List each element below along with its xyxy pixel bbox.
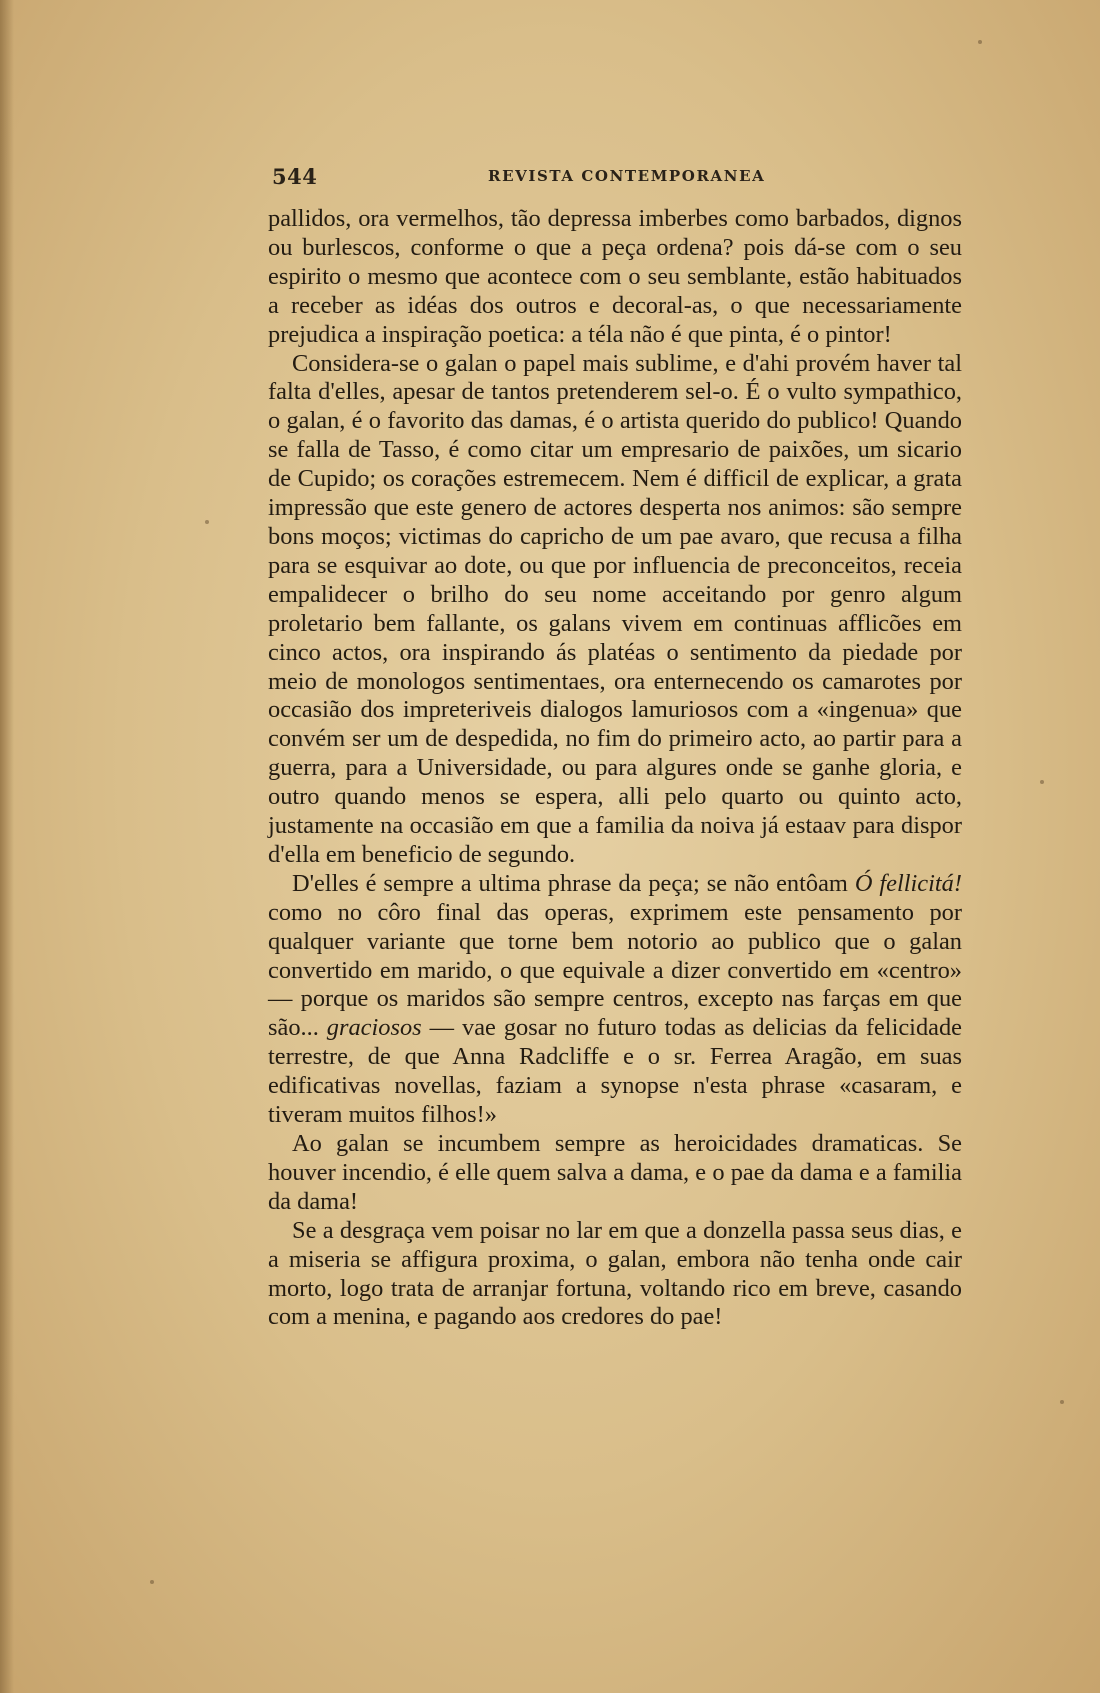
paragraph-5 bbox=[268, 1217, 962, 1333]
paragraph-4 bbox=[268, 1130, 962, 1217]
paragraph-text: pallidos, ora vermelhos, tão depressa imberbes como barbados, dignos ou burlescos, conforme o que a peça ordena? pois dá-se com o seu espirito o mesmo que acontece com o seu semblante, estão habituados a receber as idéas dos outros e decoral-as, o que necessariamente prejudica a inspiração poetica: a téla não é que pinta, é o pintor! bbox=[268, 205, 962, 348]
paragraph-text: — vae gosar no futuro todas as delicias da felicidade terrestre, de que Anna Radcliffe e o sr. Ferrea Aragão, em suas edificativas novellas, faziam a synopse n'esta phrase «casaram, e tiveram muitos filhos!» bbox=[268, 1014, 962, 1129]
italic-word-graciosos: graciosos bbox=[326, 1014, 422, 1042]
paragraph-text: como no côro final das operas, exprimem este pensamento por qualquer variante que torne bem notorio ao publico que o galan convertido em marido, o que equivale a dizer convertido em «centro» — porque os maridos são sempre centros, excepto nas farças em que são... bbox=[268, 898, 962, 1042]
paragraph-text: D'elles é sempre a ultima phrase da peça; se não entôam bbox=[292, 869, 855, 897]
page-edge-shadow bbox=[0, 0, 14, 1693]
page-number: 544 bbox=[272, 164, 318, 189]
paper-speck bbox=[978, 40, 982, 44]
paper-speck bbox=[1040, 780, 1044, 784]
paper-speck bbox=[150, 1580, 154, 1584]
paragraph-2 bbox=[268, 350, 962, 870]
paper-speck bbox=[205, 520, 209, 524]
italic-phrase-fellicita: Ó fellicitá! bbox=[854, 869, 963, 897]
paragraph-text: Ao galan se incumbem sempre as heroicidades dramaticas. Se houver incendio, é elle quem salva a dama, e o pae da dama e a familia da dama! bbox=[268, 1130, 962, 1215]
page-header bbox=[272, 164, 962, 188]
running-title: REVISTA CONTEMPORANEA bbox=[488, 167, 766, 185]
paragraph-text: Se a desgraça vem poisar no lar em que a donzella passa seus dias, e a miseria se affigura proxima, o galan, embora não tenha onde cair morto, logo trata de arranjar fortuna, voltando rico em breve, casando com a menina, e pagando aos credores do pae! bbox=[268, 1216, 962, 1331]
body-text bbox=[268, 205, 962, 1332]
paper-speck bbox=[1060, 1400, 1064, 1404]
paragraph-1 bbox=[268, 205, 962, 350]
paragraph-text: Considera-se o galan o papel mais sublime, e d'ahi provém haver tal falta d'elles, apesar de tantos pretenderem sel-o. É o vulto sympathico, o galan, é o favorito das damas, é o artista querido do publico! Quando se falla de Tasso, é como citar um empresario de paixões, um sicario de Cupido; os corações estremecem. Nem é difficil de explicar, a grata impressão que este genero de actores desperta nos animos: são sempre bons moços; victimas do capricho de um pae avaro, que recusa a filha para se esquivar ao dote, ou que por influencia de preconceitos, receia empalidecer o brilho do seu nome acceitando por genro algum proletario bem fallante, os galans vivem em continuas afflicões em cinco actos, ora inspirando ás platéas o sentimento da piedade por meio de monologos sentimentaes, ora enternecendo os camarotes por occasião dos impreteriveis dialogos lamuriosos com a «ingenua» que convém ser um de despedida, no fim do primeiro acto, ao partir para a guerra, para a Universidade, ou para algures onde se ganhe gloria, e outro quando menos se espera, alli pelo quarto ou quinto acto, justamente na occasião em que a familia da noiva já estaav para dispor d'ella em beneficio de segundo. bbox=[268, 349, 962, 868]
paragraph-3 bbox=[268, 870, 962, 1130]
